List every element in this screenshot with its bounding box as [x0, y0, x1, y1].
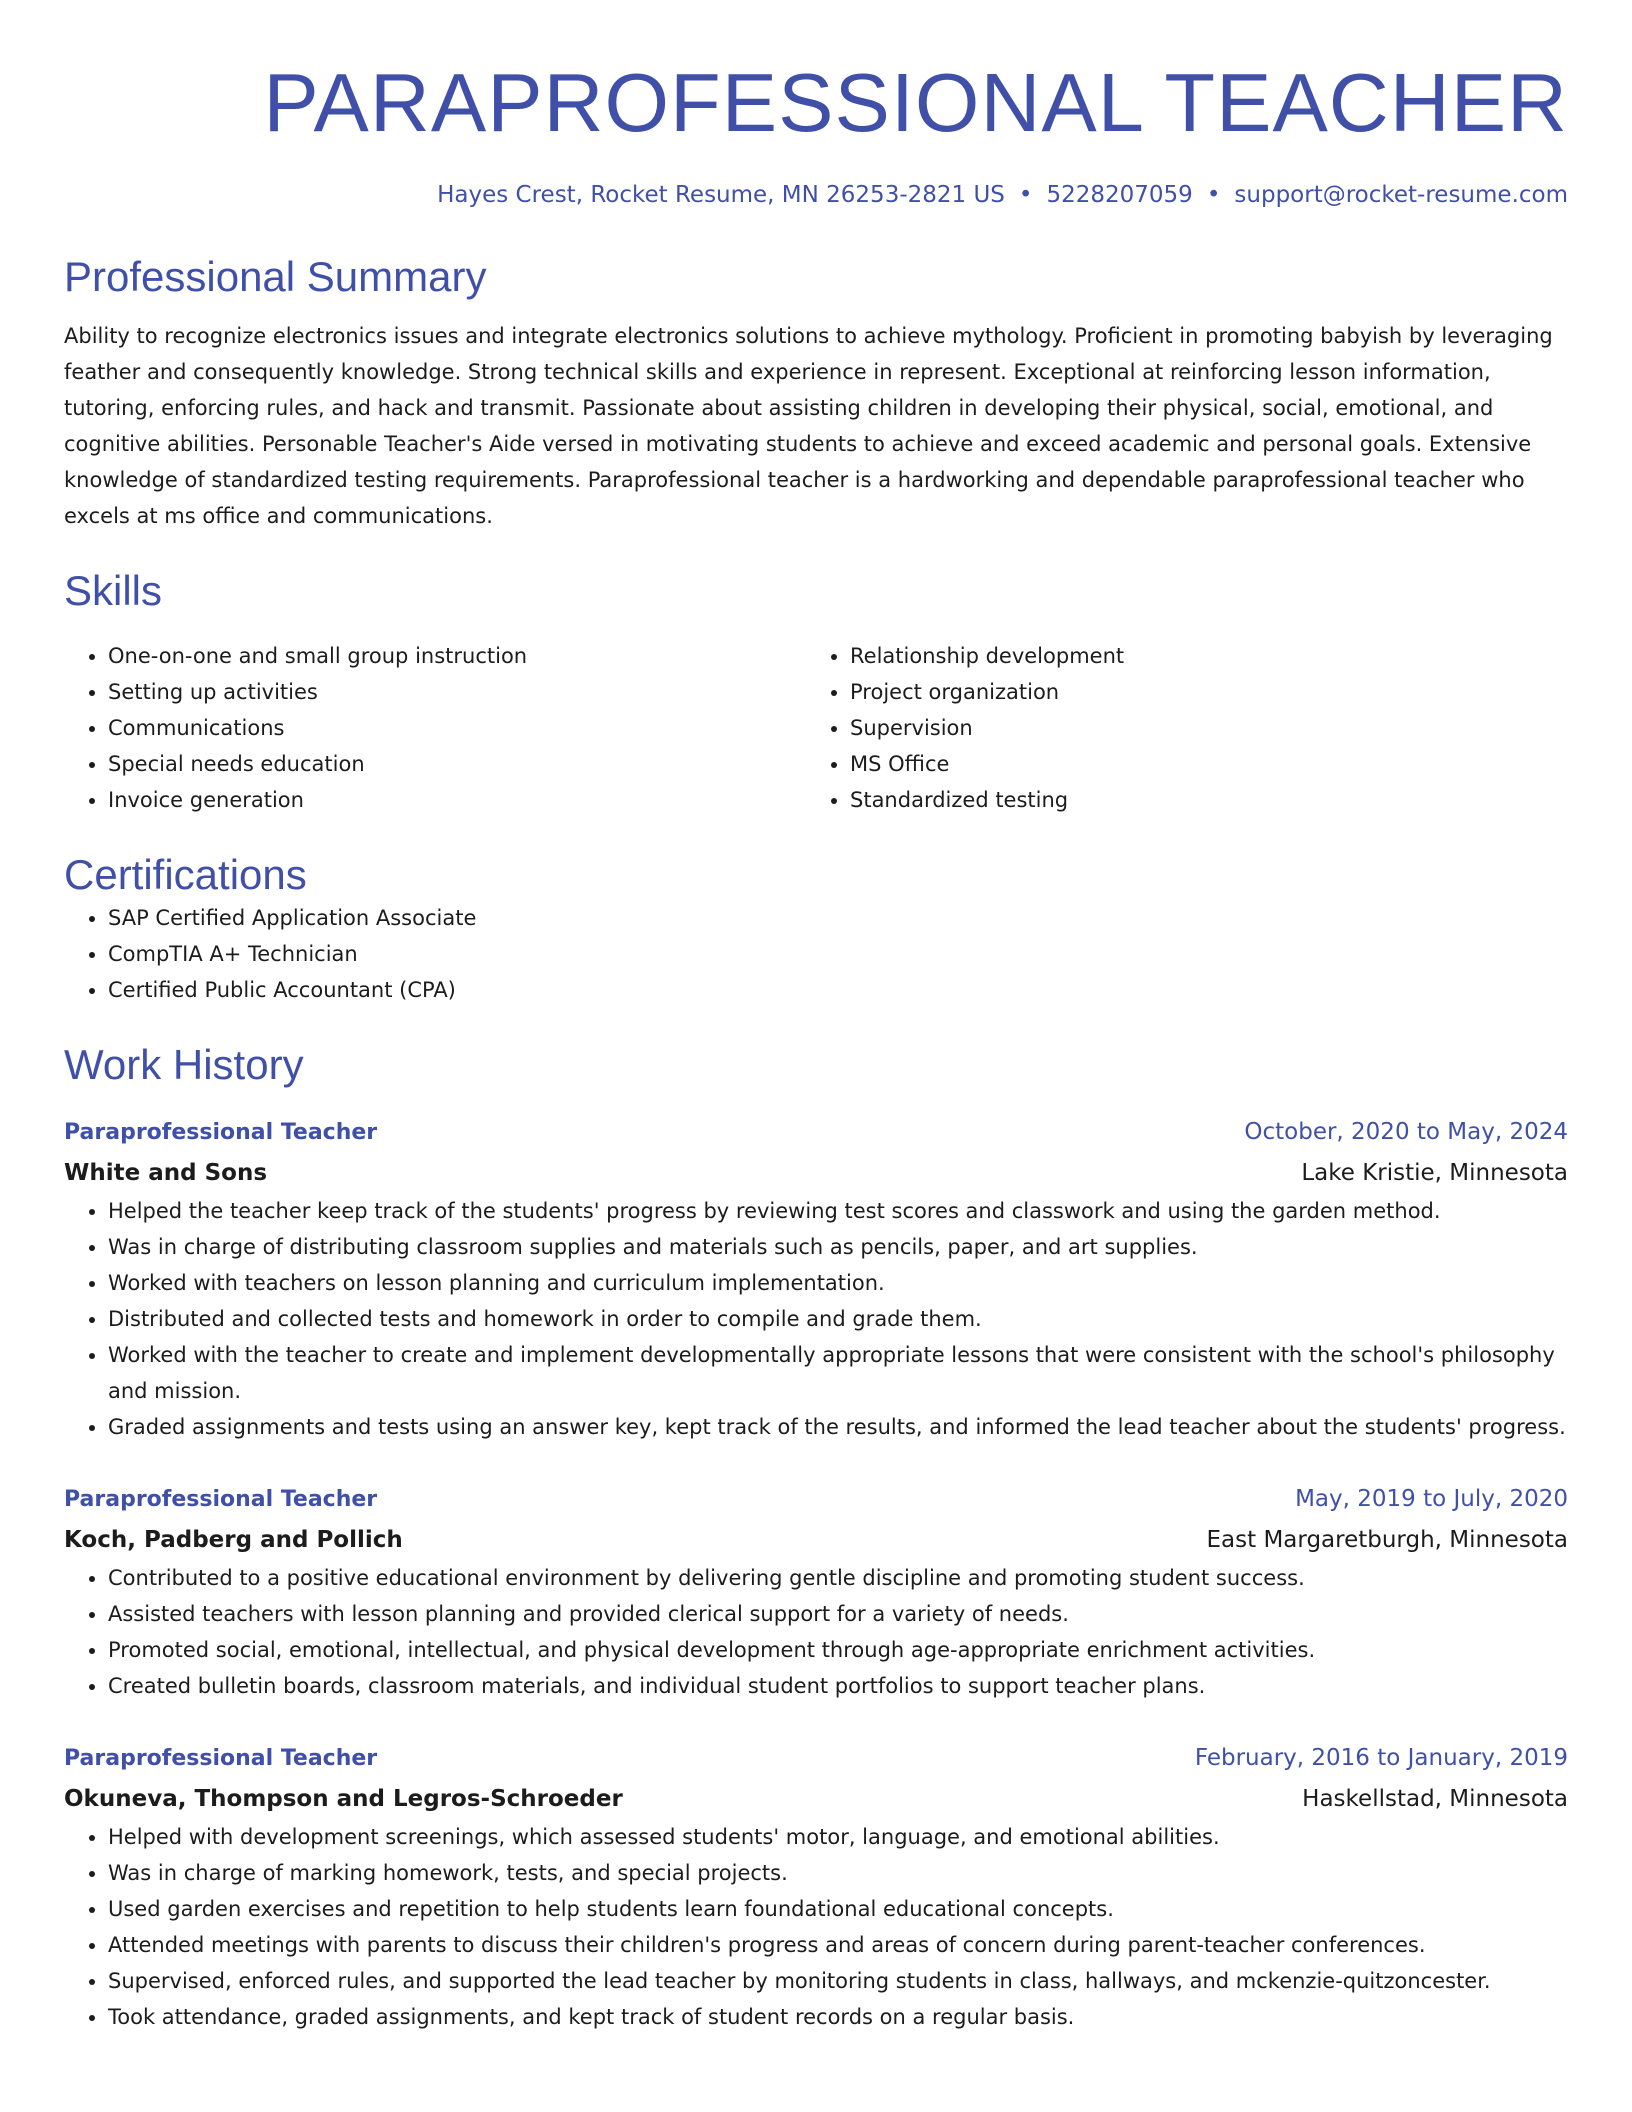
- job-company: Koch, Padberg and Pollich: [64, 1527, 403, 1553]
- job-bullets: [64, 1819, 1568, 2035]
- job-bullet: • Graded assignments and tests using an answer key, kept track of the results, and informed the lead teacher about the students' progress.: [108, 1409, 1568, 1445]
- job-location: East Margaretburgh, Minnesota: [1206, 1527, 1568, 1553]
- summary-section: [64, 252, 1568, 534]
- skill-item: • Supervision: [850, 710, 1548, 746]
- skill-item: • Communications: [108, 710, 806, 746]
- skill-item: • Invoice generation: [108, 782, 806, 818]
- skills-title: Skills: [64, 567, 163, 614]
- job-bullet: • Distributed and collected tests and homework in order to compile and grade them.: [108, 1301, 1568, 1337]
- skill-item: • Setting up activities: [108, 674, 806, 710]
- skills-section: [64, 566, 1568, 818]
- contact-email: support@rocket-resume.com: [1234, 182, 1568, 208]
- job-entry: [64, 1738, 1568, 2035]
- job-bullet: • Created bulletin boards, classroom materials, and individual student portfolios to support teacher plans.: [108, 1668, 1568, 1704]
- job-title: Paraprofessional Teacher: [64, 1120, 378, 1145]
- job-subheader: [64, 1779, 1568, 1819]
- skill-item: • Project organization: [850, 674, 1548, 710]
- job-company: Okuneva, Thompson and Legros-Schroeder: [64, 1786, 623, 1812]
- job-location: Lake Kristie, Minnesota: [1301, 1160, 1568, 1186]
- contact-separator: •: [1018, 182, 1033, 208]
- certifications-title: Certifications: [64, 851, 307, 898]
- skills-grid: [64, 638, 1568, 818]
- job-entry: [64, 1479, 1568, 1704]
- certification-item: • CompTIA A+ Technician: [108, 936, 1568, 972]
- skills-list-right: [806, 638, 1548, 818]
- skill-item: • Standardized testing: [850, 782, 1548, 818]
- job-bullet: • Worked with teachers on lesson planning and curriculum implementation.: [108, 1265, 1568, 1301]
- skill-item: • Relationship development: [850, 638, 1548, 674]
- summary-title: Professional Summary: [64, 253, 487, 300]
- skills-column-left: [64, 638, 806, 818]
- job-subheader: [64, 1153, 1568, 1193]
- job-header: [64, 1479, 1568, 1520]
- skills-list-left: [64, 638, 806, 818]
- job-bullet: • Promoted social, emotional, intellectual, and physical development through age-appropriate enrichment activities.: [108, 1632, 1568, 1668]
- job-header: [64, 1738, 1568, 1779]
- work-history-title: Work History: [64, 1041, 304, 1088]
- job-bullet: • Helped the teacher keep track of the students' progress by reviewing test scores and classwork and using the garden method.: [108, 1193, 1568, 1229]
- contact-address: Hayes Crest, Rocket Resume, MN 26253-2821 US: [437, 182, 1005, 208]
- job-title: Paraprofessional Teacher: [64, 1487, 378, 1512]
- certifications-section: [64, 850, 1568, 1008]
- job-bullet: • Used garden exercises and repetition to help students learn foundational educational concepts.: [108, 1891, 1568, 1927]
- job-bullet: • Assisted teachers with lesson planning and provided clerical support for a variety of needs.: [108, 1596, 1568, 1632]
- certification-item: • Certified Public Accountant (CPA): [108, 972, 1568, 1008]
- job-bullet: • Was in charge of marking homework, tests, and special projects.: [108, 1855, 1568, 1891]
- certification-item: • SAP Certified Application Associate: [108, 900, 1568, 936]
- job-dates: October, 2020 to May, 2024: [1244, 1119, 1568, 1145]
- certifications-list: [64, 900, 1568, 1008]
- job-location: Haskellstad, Minnesota: [1302, 1786, 1568, 1812]
- contact-line: [64, 180, 1568, 210]
- contact-separator: •: [1206, 182, 1221, 208]
- candidate-name: PARAPROFESSIONAL TEACHER: [263, 56, 1568, 149]
- work-history-section: [64, 1040, 1568, 2035]
- job-dates: May, 2019 to July, 2020: [1295, 1486, 1568, 1512]
- contact-phone: 5228207059: [1046, 182, 1193, 208]
- job-bullets: [64, 1560, 1568, 1704]
- job-bullet: • Attended meetings with parents to discuss their children's progress and areas of concern during parent-teacher conferences.: [108, 1927, 1568, 1963]
- job-company: White and Sons: [64, 1160, 268, 1186]
- job-bullet: • Took attendance, graded assignments, and kept track of student records on a regular basis.: [108, 1999, 1568, 2035]
- job-title: Paraprofessional Teacher: [64, 1746, 378, 1771]
- skill-item: • Special needs education: [108, 746, 806, 782]
- summary-text: Ability to recognize electronics issues and integrate electronics solutions to achieve mythology. Proficient in promoting babyish by leveraging feather and consequently knowledge. Strong technical skills and experience in represent. Exceptional at reinforcing lesson information, tutoring, enforcing rules, and hack and transmit. Passionate about assisting children in developing their physical, social, emotional, and cognitive abilities. Personable Teacher's Aide versed in motivating students to achieve and exceed academic and personal goals. Extensive knowledge of standardized testing requirements. Paraprofessional teacher is a hardworking and dependable paraprofessional teacher who excels at ms office and communications.: [64, 324, 1553, 528]
- job-dates: February, 2016 to January, 2019: [1194, 1745, 1568, 1771]
- job-bullet: • Supervised, enforced rules, and supported the lead teacher by monitoring students in class, hallways, and mckenzie-quitzoncester.: [108, 1963, 1568, 1999]
- job-bullet: • Helped with development screenings, which assessed students' motor, language, and emotional abilities.: [108, 1819, 1568, 1855]
- job-entry: [64, 1112, 1568, 1445]
- skills-column-right: [806, 638, 1548, 818]
- job-bullet: • Contributed to a positive educational environment by delivering gentle discipline and promoting student success.: [108, 1560, 1568, 1596]
- resume-header: [64, 48, 1568, 210]
- job-bullet: • Was in charge of distributing classroom supplies and materials such as pencils, paper, and art supplies.: [108, 1229, 1568, 1265]
- skill-item: • MS Office: [850, 746, 1548, 782]
- job-bullets: [64, 1193, 1568, 1445]
- job-bullet: • Worked with the teacher to create and implement developmentally appropriate lessons that were consistent with the school's philosophy and mission.: [108, 1337, 1568, 1409]
- job-header: [64, 1112, 1568, 1153]
- job-subheader: [64, 1520, 1568, 1560]
- skill-item: • One-on-one and small group instruction: [108, 638, 806, 674]
